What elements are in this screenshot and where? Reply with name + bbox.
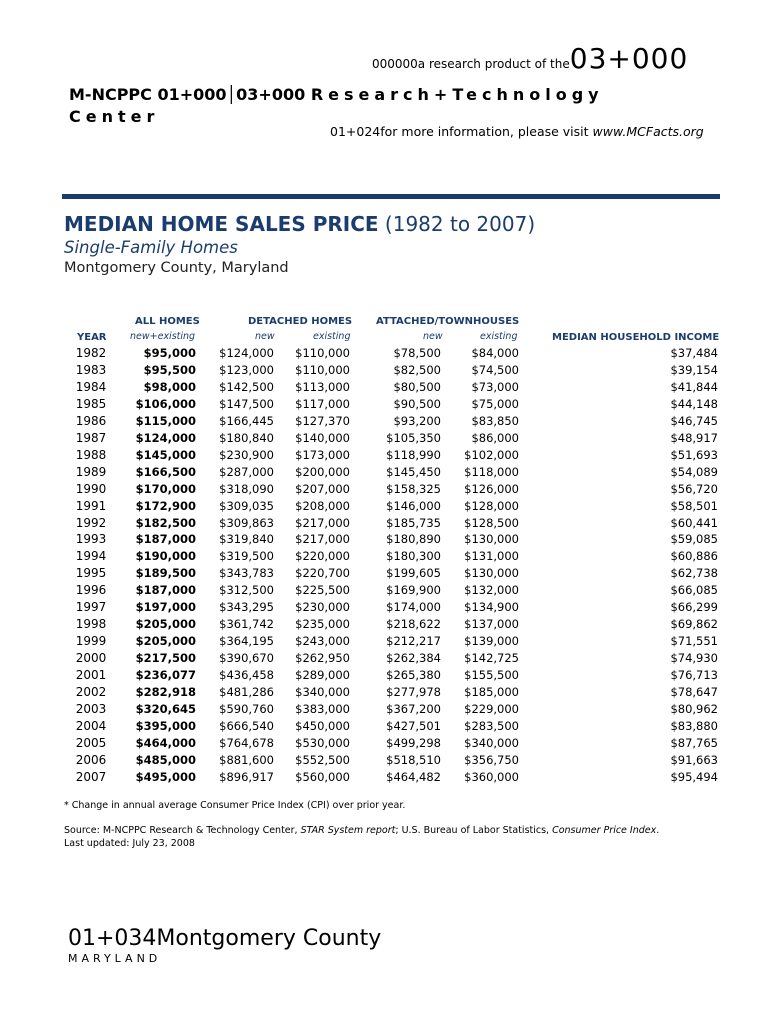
year-cell: 1993 [75, 532, 107, 547]
last-updated: Last updated: July 23, 2008 [64, 838, 195, 849]
income-cell: $71,551 [670, 634, 718, 649]
table-row [62, 345, 718, 362]
all-homes-cell: $166,500 [135, 464, 196, 479]
all-homes-cell: $187,000 [135, 532, 196, 547]
income-cell: $60,441 [670, 515, 718, 530]
year-cell: 1994 [75, 549, 107, 564]
price-table-body [62, 345, 718, 786]
attached-new-cell: $180,300 [386, 549, 441, 564]
year-cell: 1989 [75, 464, 107, 479]
year-cell: 1990 [75, 481, 107, 496]
table-row [62, 548, 718, 565]
attached-existing-cell: $126,000 [464, 481, 519, 496]
detached-existing-cell: $117,000 [295, 396, 350, 411]
all-homes-cell: $182,500 [135, 515, 196, 530]
detached-new-cell: $123,000 [219, 362, 274, 377]
table-row [62, 430, 718, 447]
year-cell: 2001 [75, 668, 107, 683]
attached-new-cell: $93,200 [393, 413, 441, 428]
attached-new-cell: $499,298 [386, 735, 441, 750]
detached-new-cell: $319,840 [219, 532, 274, 547]
year-cell: 1992 [75, 515, 107, 530]
source-report: STAR System report [300, 825, 396, 836]
detached-existing-cell: $225,500 [295, 583, 350, 598]
detached-new-cell: $230,900 [219, 447, 274, 462]
detached-new-cell: $319,500 [219, 549, 274, 564]
col-all-homes-sub: new+existing [130, 331, 196, 342]
year-cell: 1991 [75, 498, 107, 513]
attached-new-cell: $174,000 [386, 600, 441, 615]
income-cell: $46,745 [670, 413, 718, 428]
attached-new-cell: $518,510 [386, 752, 441, 767]
attached-new-cell: $218,622 [386, 617, 441, 632]
attached-existing-cell: $155,500 [464, 668, 519, 683]
detached-new-cell: $881,600 [219, 752, 274, 767]
income-cell: $58,501 [670, 498, 718, 513]
detached-new-cell: $124,000 [219, 346, 274, 360]
income-cell: $37,484 [670, 346, 718, 360]
table-row [62, 379, 718, 396]
detached-new-cell: $180,840 [219, 430, 274, 445]
detached-existing-cell: $113,000 [295, 379, 350, 394]
col-attached-existing: existing [480, 331, 518, 342]
attached-new-cell: $427,501 [386, 718, 441, 733]
attached-new-cell: $158,325 [386, 481, 441, 496]
attached-existing-cell: $128,000 [464, 498, 519, 513]
all-homes-cell: $197,000 [135, 600, 196, 615]
detached-existing-cell: $217,000 [295, 532, 350, 547]
attached-new-cell: $367,200 [386, 702, 441, 717]
attached-existing-cell: $137,000 [464, 617, 519, 632]
table-row [62, 565, 718, 582]
all-homes-cell: $172,900 [135, 498, 196, 513]
attached-new-cell: $262,384 [386, 651, 441, 666]
year-cell: 2003 [75, 702, 107, 717]
table-row [62, 684, 718, 701]
income-cell: $95,494 [670, 769, 718, 784]
detached-new-cell: $896,917 [219, 769, 274, 784]
detached-existing-cell: $200,000 [295, 464, 350, 479]
all-homes-cell: $217,500 [135, 651, 196, 666]
income-cell: $48,917 [670, 430, 718, 445]
detached-new-cell: $312,500 [219, 583, 274, 598]
all-homes-cell: $189,500 [135, 566, 196, 581]
income-cell: $76,713 [670, 668, 718, 683]
income-cell: $60,886 [670, 549, 718, 564]
year-cell: 1998 [75, 617, 107, 632]
year-cell: 1985 [75, 396, 107, 411]
info-url[interactable]: www.MCFacts.org [592, 124, 704, 139]
info-prefix: 01+024for more information, please visit [330, 124, 593, 139]
all-homes-cell: $485,000 [135, 752, 196, 767]
table-row [62, 701, 718, 718]
attached-existing-cell: $142,725 [464, 651, 519, 666]
income-cell: $80,962 [670, 702, 718, 717]
year-cell: 1999 [75, 634, 107, 649]
year-cell: 1987 [75, 430, 107, 445]
detached-new-cell: $481,286 [219, 685, 274, 700]
income-cell: $78,647 [670, 685, 718, 700]
footer-county: 01+034Montgomery County [68, 926, 382, 951]
detached-new-cell: $666,540 [219, 718, 274, 733]
attached-existing-cell: $130,000 [464, 566, 519, 581]
table-row [62, 769, 718, 786]
detached-existing-cell: $220,700 [295, 566, 350, 581]
org-code: M-NCPPC 01+000│03+000 [69, 85, 306, 104]
all-homes-cell: $124,000 [135, 430, 196, 445]
year-cell: 2002 [75, 685, 107, 700]
attached-new-cell: $212,217 [386, 634, 441, 649]
attached-existing-cell: $118,000 [464, 464, 519, 479]
source-middle: ; U.S. Bureau of Labor Statistics, [395, 825, 553, 836]
table-row [62, 667, 718, 684]
all-homes-cell: $170,000 [135, 481, 196, 496]
attached-new-cell: $105,350 [386, 430, 441, 445]
col-attached: ATTACHED/TOWNHOUSES [376, 316, 520, 327]
attached-existing-cell: $360,000 [464, 769, 519, 784]
income-cell: $56,720 [670, 481, 718, 496]
all-homes-cell: $205,000 [135, 617, 196, 632]
all-homes-cell: $495,000 [135, 769, 196, 784]
table-row [62, 616, 718, 633]
detached-existing-cell: $173,000 [295, 447, 350, 462]
attached-existing-cell: $185,000 [464, 685, 519, 700]
attached-new-cell: $185,735 [386, 515, 441, 530]
income-cell: $87,765 [670, 735, 718, 750]
attached-existing-cell: $84,000 [471, 346, 519, 360]
header-org [69, 84, 701, 128]
detached-existing-cell: $220,000 [295, 549, 350, 564]
income-cell: $66,085 [670, 583, 718, 598]
all-homes-cell: $106,000 [135, 396, 196, 411]
income-cell: $91,663 [670, 752, 718, 767]
attached-existing-cell: $229,000 [464, 702, 519, 717]
detached-new-cell: $343,295 [219, 600, 274, 615]
year-cell: 2007 [75, 769, 107, 784]
footer-state: MARYLAND [68, 952, 162, 965]
attached-existing-cell: $86,000 [471, 430, 519, 445]
detached-existing-cell: $560,000 [295, 769, 350, 784]
detached-new-cell: $318,090 [219, 481, 274, 496]
detached-existing-cell: $127,370 [295, 413, 350, 428]
source-prefix: Source: M-NCPPC Research & Technology Center, [64, 825, 301, 836]
detached-new-cell: $590,760 [219, 702, 274, 717]
table-row [62, 447, 718, 464]
detached-new-cell: $390,670 [219, 651, 274, 666]
page-title [64, 212, 535, 236]
detached-existing-cell: $110,000 [295, 346, 350, 360]
attached-existing-cell: $75,000 [471, 396, 519, 411]
detached-new-cell: $343,783 [219, 566, 274, 581]
income-cell: $41,844 [670, 379, 718, 394]
header-divider [62, 194, 720, 199]
attached-new-cell: $277,978 [386, 685, 441, 700]
table-row [62, 531, 718, 548]
detached-existing-cell: $217,000 [295, 515, 350, 530]
attached-existing-cell: $134,900 [464, 600, 519, 615]
detached-existing-cell: $383,000 [295, 702, 350, 717]
tagline-prefix: 000000a research product of the [372, 57, 570, 71]
source-note [64, 824, 659, 850]
income-cell: $39,154 [670, 362, 718, 377]
attached-new-cell: $90,500 [393, 396, 441, 411]
all-homes-cell: $395,000 [135, 718, 196, 733]
detached-existing-cell: $289,000 [295, 668, 350, 683]
income-cell: $74,930 [670, 651, 718, 666]
attached-existing-cell: $131,000 [464, 549, 519, 564]
page-place: Montgomery County, Maryland [64, 260, 289, 276]
table-row [62, 413, 718, 430]
year-cell: 1984 [75, 379, 107, 394]
attached-new-cell: $145,450 [386, 464, 441, 479]
all-homes-cell: $464,000 [135, 735, 196, 750]
col-income: MEDIAN HOUSEHOLD INCOME [552, 332, 720, 343]
year-cell: 1982 [75, 346, 107, 360]
year-cell: 1996 [75, 583, 107, 598]
income-cell: $83,880 [670, 718, 718, 733]
all-homes-cell: $95,000 [143, 346, 196, 360]
all-homes-cell: $115,000 [135, 413, 196, 428]
all-homes-cell: $236,077 [135, 668, 196, 683]
table-row [62, 752, 718, 769]
table-row [62, 464, 718, 481]
tagline-code: 03+000 [569, 42, 689, 75]
detached-new-cell: $361,742 [219, 617, 274, 632]
title-main: MEDIAN HOME SALES PRICE [64, 212, 379, 236]
center-name: Research+Technology Center [69, 85, 604, 126]
detached-existing-cell: $552,500 [295, 752, 350, 767]
table-row [62, 718, 718, 735]
col-detached-new: new [255, 331, 275, 342]
col-year: YEAR [77, 332, 107, 343]
detached-existing-cell: $340,000 [295, 685, 350, 700]
col-detached-existing: existing [313, 331, 351, 342]
price-table [62, 345, 718, 786]
income-cell: $69,862 [670, 617, 718, 632]
table-row [62, 515, 718, 532]
attached-new-cell: $464,482 [386, 769, 441, 784]
attached-new-cell: $118,990 [386, 447, 441, 462]
detached-existing-cell: $243,000 [295, 634, 350, 649]
detached-new-cell: $147,500 [219, 396, 274, 411]
title-range: (1982 to 2007) [384, 212, 536, 236]
detached-new-cell: $364,195 [219, 634, 274, 649]
detached-existing-cell: $140,000 [295, 430, 350, 445]
attached-new-cell: $169,900 [386, 583, 441, 598]
detached-new-cell: $436,458 [219, 668, 274, 683]
source-cpi: Consumer Price Index [552, 825, 657, 836]
year-cell: 1983 [75, 362, 107, 377]
detached-existing-cell: $208,000 [295, 498, 350, 513]
detached-existing-cell: $530,000 [295, 735, 350, 750]
attached-new-cell: $265,380 [386, 668, 441, 683]
table-row [62, 362, 718, 379]
detached-new-cell: $309,863 [219, 515, 274, 530]
all-homes-cell: $98,000 [143, 379, 196, 394]
attached-existing-cell: $132,000 [464, 583, 519, 598]
table-row [62, 396, 718, 413]
all-homes-cell: $320,645 [135, 702, 196, 717]
attached-existing-cell: $83,850 [471, 413, 519, 428]
attached-existing-cell: $130,000 [464, 532, 519, 547]
attached-existing-cell: $340,000 [464, 735, 519, 750]
attached-existing-cell: $73,000 [471, 379, 519, 394]
detached-existing-cell: $262,950 [295, 651, 350, 666]
year-cell: 2006 [75, 752, 107, 767]
attached-existing-cell: $356,750 [464, 752, 519, 767]
page-subtitle: Single-Family Homes [64, 238, 238, 257]
year-cell: 2005 [75, 735, 107, 750]
table-row [62, 582, 718, 599]
attached-existing-cell: $139,000 [464, 634, 519, 649]
attached-new-cell: $199,605 [386, 566, 441, 581]
table-row [62, 481, 718, 498]
income-cell: $66,299 [670, 600, 718, 615]
detached-existing-cell: $110,000 [295, 362, 350, 377]
attached-existing-cell: $102,000 [464, 447, 519, 462]
detached-new-cell: $142,500 [219, 379, 274, 394]
year-cell: 1986 [75, 413, 107, 428]
income-cell: $59,085 [670, 532, 718, 547]
income-cell: $51,693 [670, 447, 718, 462]
table-row [62, 735, 718, 752]
all-homes-cell: $187,000 [135, 583, 196, 598]
detached-new-cell: $287,000 [219, 464, 274, 479]
year-cell: 2000 [75, 651, 107, 666]
attached-existing-cell: $128,500 [464, 515, 519, 530]
attached-new-cell: $82,500 [393, 362, 441, 377]
year-cell: 2004 [75, 718, 107, 733]
table-row [62, 633, 718, 650]
all-homes-cell: $95,500 [143, 362, 196, 377]
detached-existing-cell: $230,000 [295, 600, 350, 615]
attached-new-cell: $146,000 [386, 498, 441, 513]
detached-existing-cell: $207,000 [295, 481, 350, 496]
table-row [62, 650, 718, 667]
col-detached: DETACHED HOMES [248, 316, 353, 327]
all-homes-cell: $190,000 [135, 549, 196, 564]
income-cell: $54,089 [670, 464, 718, 479]
income-cell: $62,738 [670, 566, 718, 581]
all-homes-cell: $145,000 [135, 447, 196, 462]
col-attached-new: new [423, 331, 443, 342]
year-cell: 1995 [75, 566, 107, 581]
header-tagline [372, 42, 700, 75]
col-all-homes: ALL HOMES [135, 316, 200, 327]
all-homes-cell: $282,918 [135, 685, 196, 700]
year-cell: 1997 [75, 600, 107, 615]
detached-existing-cell: $235,000 [295, 617, 350, 632]
attached-new-cell: $78,500 [393, 346, 441, 360]
table-row [62, 599, 718, 616]
detached-new-cell: $764,678 [219, 735, 274, 750]
detached-new-cell: $166,445 [219, 413, 274, 428]
year-cell: 1988 [75, 447, 107, 462]
income-cell: $44,148 [670, 396, 718, 411]
detached-new-cell: $309,035 [219, 498, 274, 513]
source-end: . [656, 825, 660, 836]
detached-existing-cell: $450,000 [295, 718, 350, 733]
header-info [330, 124, 704, 139]
table-row [62, 498, 718, 515]
attached-new-cell: $180,890 [386, 532, 441, 547]
attached-new-cell: $80,500 [393, 379, 441, 394]
attached-existing-cell: $283,500 [464, 718, 519, 733]
footnote: * Change in annual average Consumer Price Index (CPI) over prior year. [64, 800, 406, 811]
all-homes-cell: $205,000 [135, 634, 196, 649]
attached-existing-cell: $74,500 [471, 362, 519, 377]
